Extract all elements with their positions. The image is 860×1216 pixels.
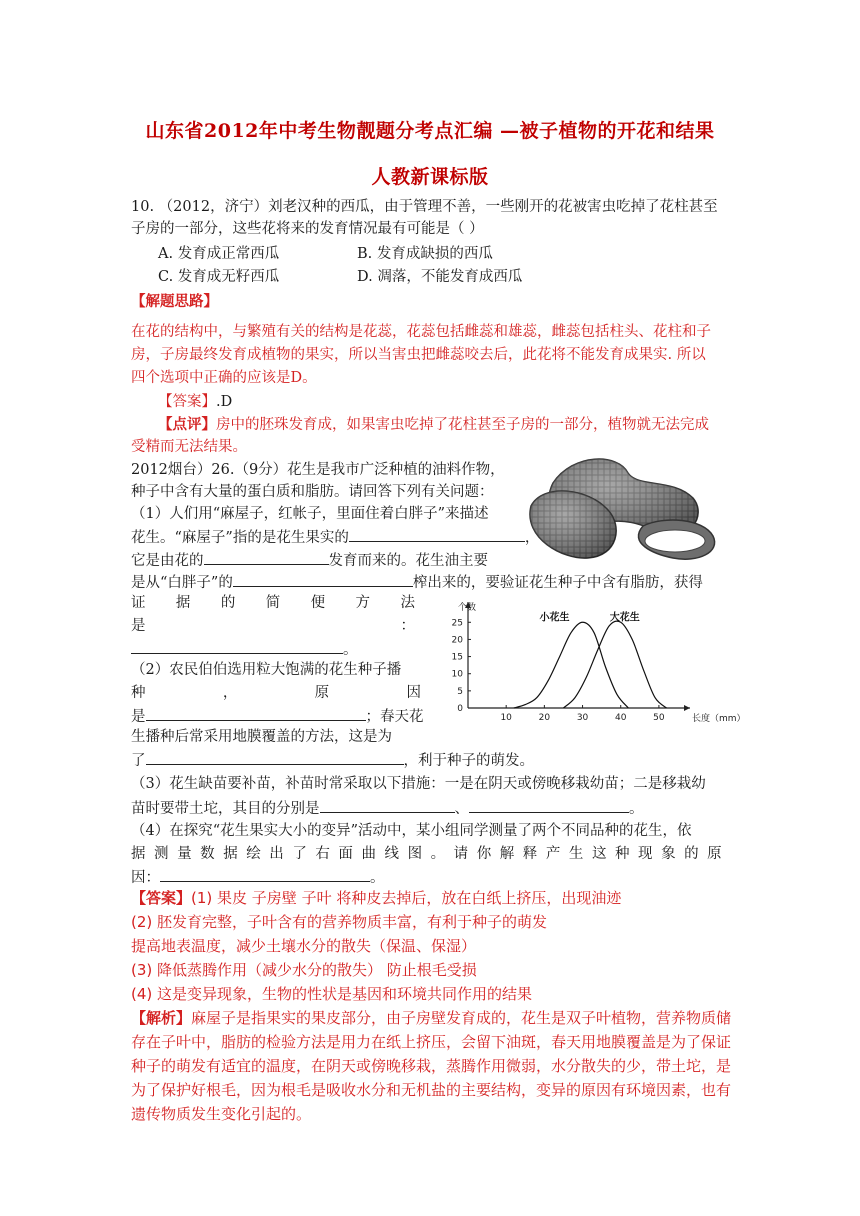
q26-line-16a: 苗时要带土坨，其目的分别是 (131, 801, 320, 817)
answer-line-4: (3) 降低蒸腾作用（减少水分的散失） 防止根毛受损 (131, 961, 477, 979)
q26-line-18-char: 测 (154, 846, 169, 862)
analysis-line-1 (131, 1008, 731, 1029)
q26-line-12a: 是 (131, 709, 146, 725)
q10-idea-label: 【解题思路】 (131, 293, 218, 310)
q26-line-17: （4）在探究“花生果实大小的变异”活动中，某小组同学测量了两个不同品种的花生，依 (131, 823, 692, 839)
q26-line-1: 2012烟台）26.（9分）花生是我市广泛种植的油料作物， (131, 462, 505, 478)
q26-line-18-char: 了 (292, 846, 307, 862)
answer-blank-pericarp[interactable] (349, 526, 525, 542)
series-label-small-peanut: 小花生 (539, 612, 570, 624)
q26-line-18-char: 种 (614, 846, 630, 862)
answer-label: 【答案】 (131, 889, 192, 907)
analysis-line-3: 种子的萌发有适宜的温度，在阴天或傍晚移栽，蒸腾作用微弱，水分散失的少，带土坨，是 (131, 1057, 732, 1075)
y-tick-label: 10 (451, 669, 463, 680)
answer-line-1 (131, 888, 621, 909)
q26-line-5b: 发育而来的。花生油主要 (328, 553, 488, 569)
y-axis-label: 个数 (458, 603, 477, 613)
answer-line-3: 提高地表温度，减少土壤水分的散失（保温、保湿） (131, 937, 477, 955)
y-tick-label: 20 (451, 635, 463, 646)
q26-line-18-char: 据 (131, 846, 146, 862)
y-tick-label: 25 (451, 618, 463, 629)
q10-idea-1: 在花的结构中，与繁殖有关的结构是花蕊，花蕊包括雌蕊和雄蕊，雌蕊包括柱头、花柱和子 (131, 324, 711, 340)
q10-answer (158, 392, 232, 412)
q26-line-18-char: 。 (430, 846, 446, 862)
q26-line-18-char: 出 (269, 846, 284, 862)
length-distribution-chart (428, 600, 746, 730)
q10-option-b: B. 发育成缺损的西瓜 (357, 246, 493, 262)
q10-comment-label: 【点评】 (158, 416, 216, 433)
q26-line-18-char: 据 (223, 846, 238, 862)
q26-line-16c: 。 (629, 801, 644, 817)
q26-line-18-char: 数 (200, 846, 215, 862)
answer-blank-origin[interactable] (204, 549, 329, 565)
x-tick-label: 20 (538, 713, 551, 723)
q26-line-4 (131, 526, 539, 548)
q26-line-2: 种子中含有大量的蛋白质和脂肪。请回答下列有关问题： (131, 484, 494, 500)
analysis-line-4: 为了保护好根毛，因为根毛是吸收水分和无机盐的主要结构，变异的原因有环境因素，也有 (131, 1081, 732, 1099)
answer-blank-film[interactable] (146, 749, 404, 765)
series-line-small-peanut (514, 622, 629, 708)
q26-line-18-char: 绘 (246, 846, 261, 862)
q26-line-5 (131, 549, 488, 571)
doc-title-line1: 山东省2012年中考生物靓题分考点汇编 —被子植物的开花和结果 (145, 120, 715, 142)
q26-line-4b: ， (524, 530, 540, 546)
answer-line-2: (2) 胚发育完整，子叶含有的营养物质丰富，有利于种子的萌发 (131, 913, 548, 931)
q26-line-11-char: 因 (406, 685, 421, 701)
answer-blank-purpose-1[interactable] (320, 797, 455, 813)
q26-line-14 (131, 749, 534, 771)
x-tick-label: 50 (653, 713, 665, 723)
x-tick-label: 10 (500, 713, 512, 723)
x-tick-label: 40 (615, 713, 627, 723)
q26-line-15: （3）花生缺苗要补苗，补苗时常采取以下措施：一是在阴天或傍晚移栽幼苗；二是移栽幼 (131, 776, 706, 792)
q26-line-18-char: 你 (476, 846, 492, 862)
q26-line-7-char: 证 (131, 595, 146, 611)
series-label-large-peanut: 大花生 (609, 612, 640, 624)
answer-blank-cotyledon[interactable] (233, 571, 413, 587)
q10-idea-3: 四个选项中正确的应该是D。 (131, 370, 317, 386)
q10-stem-2: 子房的一部分，这些花将来的发育情况最有可能是（ ） (131, 221, 484, 237)
q26-line-13: 生播种后常采用地膜覆盖的方法，这是为 (131, 729, 392, 745)
x-tick-label: 30 (576, 713, 589, 723)
analysis-label: 【解析】 (131, 1009, 192, 1027)
q26-line-6a: 是从“白胖子”的 (131, 575, 233, 591)
q26-line-12 (131, 705, 424, 727)
q26-line-4a: 花生。“麻屋子”指的是花生果实的 (131, 530, 349, 546)
x-axis-arrow (684, 705, 690, 711)
q26-line-16b: 、 (454, 801, 469, 817)
q26-line-3: （1）人们用“麻屋子，红帐子，里面住着白胖子”来描述 (131, 506, 489, 522)
series-line-large-peanut (563, 621, 666, 708)
q26-line-14b: ，利于种子的萌发。 (403, 753, 534, 769)
q10-answer-value: .D (216, 394, 233, 410)
q26-line-14a: 了 (131, 753, 146, 769)
q26-line-7-char: 的 (220, 595, 236, 611)
q10-option-c: C. 发育成无籽西瓜 (158, 269, 280, 285)
q26-line-7 (131, 593, 415, 613)
q26-line-9b: 。 (343, 642, 358, 658)
doc-title-line2: 人教新课标版 (371, 166, 489, 188)
answer-blank-method[interactable] (131, 638, 343, 654)
q26-line-18-char: 图 (407, 846, 423, 862)
q26-line-18-char: 解 (499, 846, 515, 862)
q26-line-5a: 它是由花的 (131, 553, 204, 569)
q26-line-7-char: 简 (265, 595, 281, 611)
q26-line-18 (131, 844, 722, 864)
q26-line-10: （2）农民伯伯选用粒大饱满的花生种子播 (131, 662, 402, 678)
q26-line-18-char: 原 (707, 846, 722, 862)
peanut-photo (523, 448, 723, 566)
q26-line-11-char: 原 (314, 685, 330, 701)
q26-line-18-char: 曲 (361, 846, 376, 862)
q10-comment-1: 房中的胚珠发育成，如果害虫吃掉了花柱甚至子房的一部分，植物就无法完成 (216, 417, 709, 433)
q10-option-d: D. 凋落，不能发育成西瓜 (357, 269, 523, 285)
q26-line-18-char: 请 (453, 846, 469, 862)
q10-comment (158, 415, 709, 435)
answer-line-5: (4) 这是变异现象，生物的性状是基因和环境共同作用的结果 (131, 985, 533, 1003)
q26-line-6 (131, 571, 703, 593)
q26-line-19a: 因： (131, 870, 160, 886)
analysis-line-2: 存在子叶中，脂肪的检验方法是用力在纸上挤压，会留下油斑，春天用地膜覆盖是为了保证 (131, 1033, 732, 1051)
q26-line-11-char: 种 (131, 685, 146, 701)
y-tick-label: 0 (457, 704, 463, 714)
q26-line-6b: 榨出来的，要验证花生种子中含有脂肪，获得 (412, 575, 703, 591)
q26-line-18-char: 这 (591, 846, 607, 862)
q26-line-7-char: 方 (355, 595, 371, 611)
analysis-line-5: 遗传物质发生变化引起的。 (131, 1105, 312, 1123)
q10-option-a: A. 发育成正常西瓜 (158, 246, 280, 262)
y-tick-label: 15 (451, 652, 463, 663)
q26-line-18-char: 产 (545, 846, 561, 862)
q10-stem-1: 10. （2012，济宁）刘老汉种的西瓜，由于管理不善，一些刚开的花被害虫吃掉了花柱甚至 (131, 199, 718, 215)
y-tick-label: 5 (457, 686, 463, 697)
x-axis-label: 长度（mm） (692, 714, 746, 724)
q26-line-18-char: 的 (684, 846, 699, 862)
q26-line-18-char: 释 (522, 846, 538, 862)
q26-line-7-char: 法 (400, 595, 415, 611)
answer-blank-variation[interactable] (160, 866, 370, 882)
q26-line-19 (131, 866, 385, 888)
analysis-1: 麻屋子是指果实的果皮部分，由子房壁发育成的，花生是双子叶植物，营养物质储 (191, 1009, 732, 1027)
q26-line-7-char: 据 (175, 595, 191, 611)
q26-line-18-char: 量 (177, 846, 192, 862)
q26-line-8a: 是 (131, 618, 146, 634)
q26-line-18-char: 生 (568, 846, 584, 862)
q26-line-19b: 。 (370, 870, 385, 886)
q10-answer-label: 【答案】 (158, 394, 216, 410)
q26-line-16 (131, 797, 644, 819)
answer-blank-reason[interactable] (146, 705, 366, 721)
q26-line-18-char: 面 (338, 846, 353, 862)
q26-line-11 (131, 683, 421, 703)
q26-line-18-char: 右 (315, 846, 330, 862)
q26-line-18-char: 线 (384, 846, 400, 862)
q26-line-9 (131, 638, 358, 660)
q26-line-8b: ： (400, 618, 415, 634)
answer-blank-purpose-2[interactable] (469, 797, 629, 813)
q10-comment-2: 受精而无法结果。 (131, 439, 247, 455)
q26-line-18-char: 象 (661, 846, 676, 862)
q10-idea-2: 房，子房最终发育成植物的果实，所以当害虫把雌蕊咬去后，此花将不能发育成果实. 所以 (131, 347, 706, 363)
q26-line-11-char: ， (222, 685, 238, 701)
answer-1: (1) 果皮 子房壁 子叶 将种皮去掉后，放在白纸上挤压，出现油迹 (191, 889, 622, 907)
q26-line-12b: ；春天花 (365, 709, 424, 725)
q26-line-7-char: 便 (310, 595, 326, 611)
q26-line-18-char: 现 (638, 846, 653, 862)
q26-line-8 (131, 616, 415, 636)
